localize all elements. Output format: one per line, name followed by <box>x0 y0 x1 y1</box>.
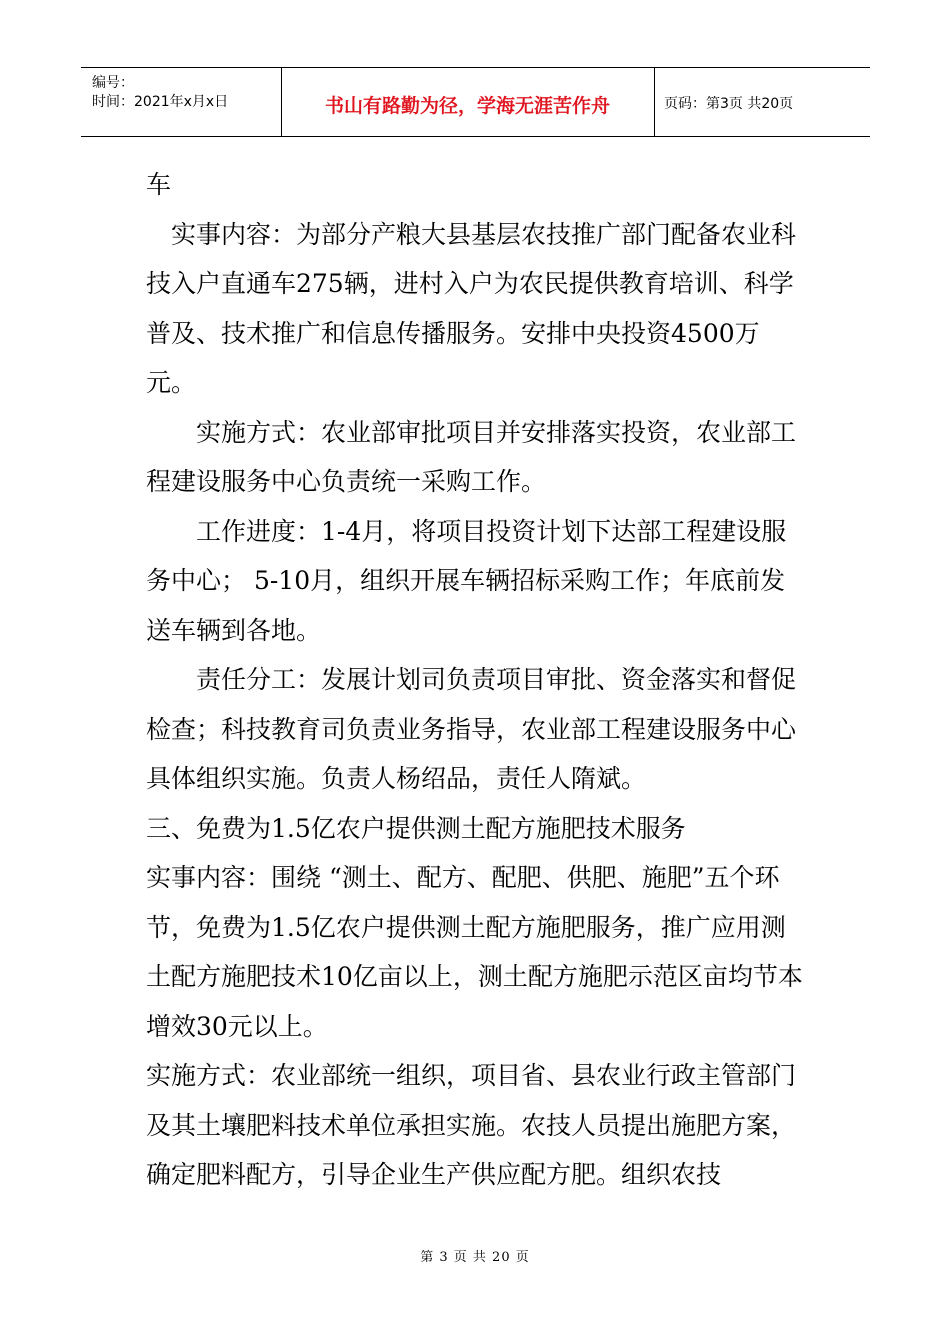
header-right-cell <box>654 68 870 136</box>
document-number-label: 编号： <box>92 75 134 91</box>
page-footer: 第 3 页 共 20 页 <box>420 1250 530 1265</box>
paragraph-content: 实事内容：为部分产粮大县基层农技推广部门配备农业科技入户直通车275辆，进村入户为农民提供教育培训、科学普及、技术推广和信息传播服务。安排中央投资4500万元。 <box>146 219 797 397</box>
page-header <box>81 67 870 137</box>
document-date: 时间：2021年x月x日 <box>92 94 229 110</box>
header-page-info: 页码：第3页 共20页 <box>664 96 794 112</box>
section-heading: 三、免费为1.5亿农户提供测土配方施肥技术服务 <box>146 813 686 843</box>
header-left-cell <box>81 68 282 136</box>
header-motto: 书山有路勤为径，学海无涯苦作舟 <box>324 95 610 117</box>
paragraph-content-2: 实事内容：围绕 “测土、配方、配肥、供肥、施肥”五个环节，免费为1.5亿农户提供测土配方施肥服务，推广应用测土配方施肥技术10亿亩以上，测土配方施肥示范区亩均节本增效30元以上。 <box>146 863 803 1041</box>
paragraph-method-2: 实施方式：农业部统一组织，项目省、县农业行政主管部门及其土壤肥料技术单位承担实施。农技人员提出施肥方案，确定肥料配方，引导企业生产供应配方肥。组织农技 <box>146 1061 797 1189</box>
document-body <box>146 160 808 1200</box>
paragraph-progress: 工作进度：1-4月，将项目投资计划下达部工程建设服务中心； 5-10月，组织开展车辆招标采购工作；年底前发送车辆到各地。 <box>146 516 787 645</box>
header-middle-cell <box>281 68 655 136</box>
paragraph-continuation: 车 <box>146 170 172 199</box>
paragraph-responsibility: 责任分工：发展计划司负责项目审批、资金落实和督促检查；科技教育司负责业务指导，农业部工程建设服务中心具体组织实施。负责人杨绍品，责任人隋斌。 <box>146 665 797 793</box>
paragraph-method: 实施方式：农业部审批项目并安排落实投资，农业部工程建设服务中心负责统一采购工作。 <box>146 417 797 496</box>
